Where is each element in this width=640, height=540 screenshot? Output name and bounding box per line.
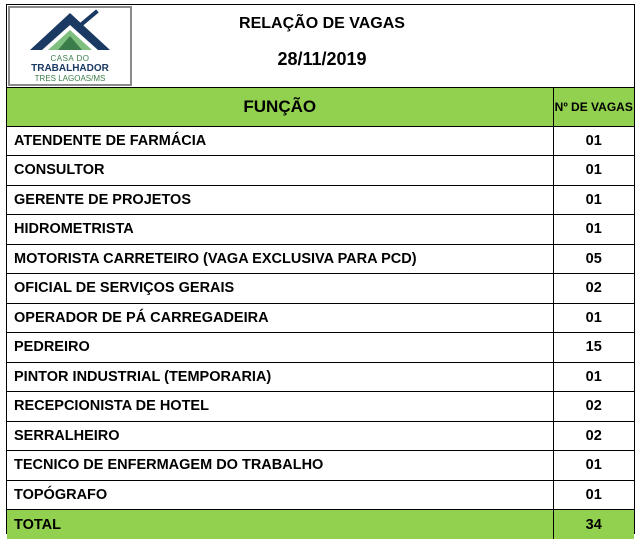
function-cell: TOPÓGRAFO bbox=[7, 480, 553, 510]
total-label: TOTAL bbox=[7, 510, 553, 540]
vacancy-sheet bbox=[6, 4, 635, 534]
function-cell: MOTORISTA CARRETEIRO (VAGA EXCLUSIVA PARA PCD) bbox=[7, 244, 553, 274]
vacancies-cell: 01 bbox=[553, 303, 634, 333]
table-row bbox=[7, 126, 634, 156]
logo-line-2: TRABALHADOR bbox=[31, 63, 109, 74]
table-row bbox=[7, 215, 634, 245]
column-header-vacancies: Nº DE VAGAS bbox=[553, 88, 634, 126]
function-cell: HIDROMETRISTA bbox=[7, 215, 553, 245]
function-cell: GERENTE DE PROJETOS bbox=[7, 185, 553, 215]
function-cell: CONSULTOR bbox=[7, 156, 553, 186]
function-cell: PINTOR INDUSTRIAL (TEMPORARIA) bbox=[7, 362, 553, 392]
vacancies-cell: 01 bbox=[553, 126, 634, 156]
casa-do-trabalhador-logo bbox=[8, 6, 132, 86]
logo-line-3: TRES LAGOAS/MS bbox=[34, 74, 106, 83]
table-row bbox=[7, 362, 634, 392]
vacancies-cell: 01 bbox=[553, 362, 634, 392]
vacancies-cell: 01 bbox=[553, 185, 634, 215]
table-row bbox=[7, 274, 634, 304]
logo-line-1: CASA DO bbox=[50, 54, 90, 63]
total-value: 34 bbox=[553, 510, 634, 540]
vacancies-cell: 02 bbox=[553, 421, 634, 451]
function-cell: TECNICO DE ENFERMAGEM DO TRABALHO bbox=[7, 451, 553, 481]
table-row bbox=[7, 244, 634, 274]
vacancies-cell: 02 bbox=[553, 392, 634, 422]
table-row bbox=[7, 480, 634, 510]
table-row bbox=[7, 392, 634, 422]
vacancies-cell: 01 bbox=[553, 156, 634, 186]
sheet-header bbox=[7, 5, 634, 88]
table-row bbox=[7, 421, 634, 451]
table-row bbox=[7, 451, 634, 481]
vacancies-cell: 05 bbox=[553, 244, 634, 274]
function-cell: OFICIAL DE SERVIÇOS GERAIS bbox=[7, 274, 553, 304]
table-row bbox=[7, 303, 634, 333]
table-row bbox=[7, 333, 634, 363]
house-roof-icon bbox=[10, 8, 130, 56]
function-cell: PEDREIRO bbox=[7, 333, 553, 363]
table-row bbox=[7, 156, 634, 186]
vacancies-cell: 15 bbox=[553, 333, 634, 363]
vacancies-cell: 02 bbox=[553, 274, 634, 304]
vacancies-cell: 01 bbox=[553, 480, 634, 510]
vacancies-cell: 01 bbox=[553, 451, 634, 481]
function-cell: OPERADOR DE PÁ CARREGADEIRA bbox=[7, 303, 553, 333]
vacancy-table bbox=[7, 88, 634, 539]
page-date: 28/11/2019 bbox=[277, 49, 367, 69]
function-cell: RECEPCIONISTA DE HOTEL bbox=[7, 392, 553, 422]
total-row bbox=[7, 510, 634, 540]
table-row bbox=[7, 185, 634, 215]
vacancies-cell: 01 bbox=[553, 215, 634, 245]
function-cell: SERRALHEIRO bbox=[7, 421, 553, 451]
column-header-function: FUNÇÃO bbox=[7, 88, 553, 126]
table-header-row bbox=[7, 88, 634, 126]
page-title: RELAÇÃO DE VAGAS bbox=[239, 15, 405, 32]
function-cell: ATENDENTE DE FARMÁCIA bbox=[7, 126, 553, 156]
